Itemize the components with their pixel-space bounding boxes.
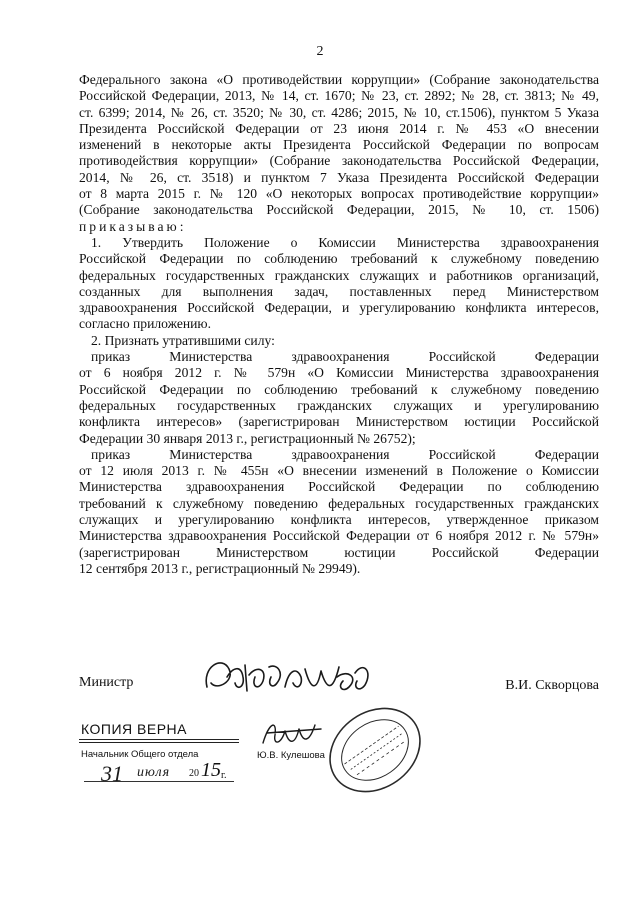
text-line: Министерства здравоохранения Российской Федерации от 6 ноября 2012 г. № 579н» [79, 528, 599, 544]
text-line: 2014, № 26, ст. 3518) и пунктом 7 Указа Президента Российской Федерации [79, 169, 599, 185]
order-word: приказываю: [79, 218, 187, 234]
text-line: ст. 6399; 2014, № 26, ст. 3520; № 30, ст. 4286; 2015, № 10, ст.1506), пунктом 5 Указа [79, 104, 599, 120]
text-line: Федерации 30 января 2013 г., регистрационный № 26752); [79, 430, 416, 446]
text-line: от 8 марта 2015 г. № 120 «О некоторых вопросах противодействие коррупции» [79, 186, 599, 202]
text-line: (зарегистрирован Министерством юстиции Российской Федерации [79, 544, 599, 560]
text-line: требований к служебному поведению федеральных государственных гражданских [79, 495, 599, 511]
text-line: 1. Утвердить Положение о Комиссии Министерства здравоохранения [91, 234, 599, 250]
preamble-paragraph [79, 72, 599, 235]
item-2-order-455n [79, 447, 599, 577]
date-underline [84, 781, 234, 782]
text-line: противодействия коррупции» (Собрание законодательства Российской Федерации, [79, 153, 599, 169]
text-line: федеральных государственных гражданских служащих и работников организаций, [79, 267, 599, 283]
copy-stamp-name: Ю.В. Кулешова [257, 750, 325, 761]
text-line: Федерального закона «О противодействии коррупции» (Собрание законодательства [79, 72, 599, 87]
text-line: Российской Федерации по соблюдению требований к служебному поведению [79, 251, 599, 267]
text-line: согласно приложению. [79, 316, 211, 332]
minister-handwritten-signature [197, 647, 397, 707]
text-line: конфликта интересов» (зарегистрирован Министерством юстиции Российской [79, 414, 599, 430]
page-number: 2 [316, 44, 324, 59]
signatory-name: В.И. Скворцова [505, 678, 599, 693]
signatory-title: Министр [79, 675, 134, 690]
text-line: изменений в некоторые акты Президента Российской Федерации по вопросам [79, 137, 599, 153]
text-line: приказ Министерства здравоохранения Российской Федерации [91, 446, 599, 462]
text-line: от 12 июля 2013 г. № 455н «О внесении изменений в Положение о Комиссии [79, 463, 599, 479]
divider [79, 739, 239, 740]
item-1 [79, 235, 599, 333]
text-line: служащих и урегулированию конфликта интересов, утвержденное приказом [79, 512, 599, 528]
document-body [79, 72, 599, 577]
copy-stamp-month: июля [137, 765, 171, 780]
copy-stamp-year-suffix: г. [221, 770, 227, 781]
text-line: Российской Федерации, 2013, № 14, ст. 1670; № 23, ст. 2892; № 28, ст. 3813; № 49, [79, 88, 599, 104]
copy-certified-stamp [79, 721, 329, 787]
divider [79, 742, 239, 743]
round-seal-stamp [320, 700, 430, 800]
item-2-order-579n [79, 349, 599, 447]
text-line: (Собрание законодательства Российской Федерации, 2015, № 10, ст. 1506) [79, 202, 599, 218]
text-line: Министерства здравоохранения Российской Федерации по соблюдению [79, 479, 599, 495]
text-line: Президента Российской Федерации от 23 июня 2014 г. № 453 «О внесении [79, 120, 599, 136]
text-line: Российской Федерации по соблюдению требований к служебному поведению [79, 381, 599, 397]
copy-handwritten-signature [259, 715, 329, 751]
copy-stamp-day: 31 [101, 761, 123, 786]
text-line: приказ Министерства здравоохранения Российской Федерации [91, 349, 599, 365]
copy-stamp-title: КОПИЯ ВЕРНА [81, 721, 187, 737]
copy-stamp-year: 15 [201, 759, 221, 781]
item-2-heading: 2. Признать утратившими силу: [91, 332, 275, 348]
text-line: здравоохранения Российской Федерации, и урегулированию конфликта интересов, [79, 300, 599, 316]
text-line: федеральных государственных гражданских служащих и урегулированию [79, 397, 599, 413]
text-line: от 6 ноября 2012 г. № 579н «О Комиссии Министерства здравоохранения [79, 365, 599, 381]
text-line: 12 сентября 2013 г., регистрационный № 29949). [79, 560, 361, 576]
copy-stamp-year-prefix: 20 [189, 768, 199, 779]
copy-stamp-position: Начальник Общего отдела [81, 749, 199, 760]
text-line: созданных для выполнения задач, поставленных перед Министерством [79, 283, 599, 299]
